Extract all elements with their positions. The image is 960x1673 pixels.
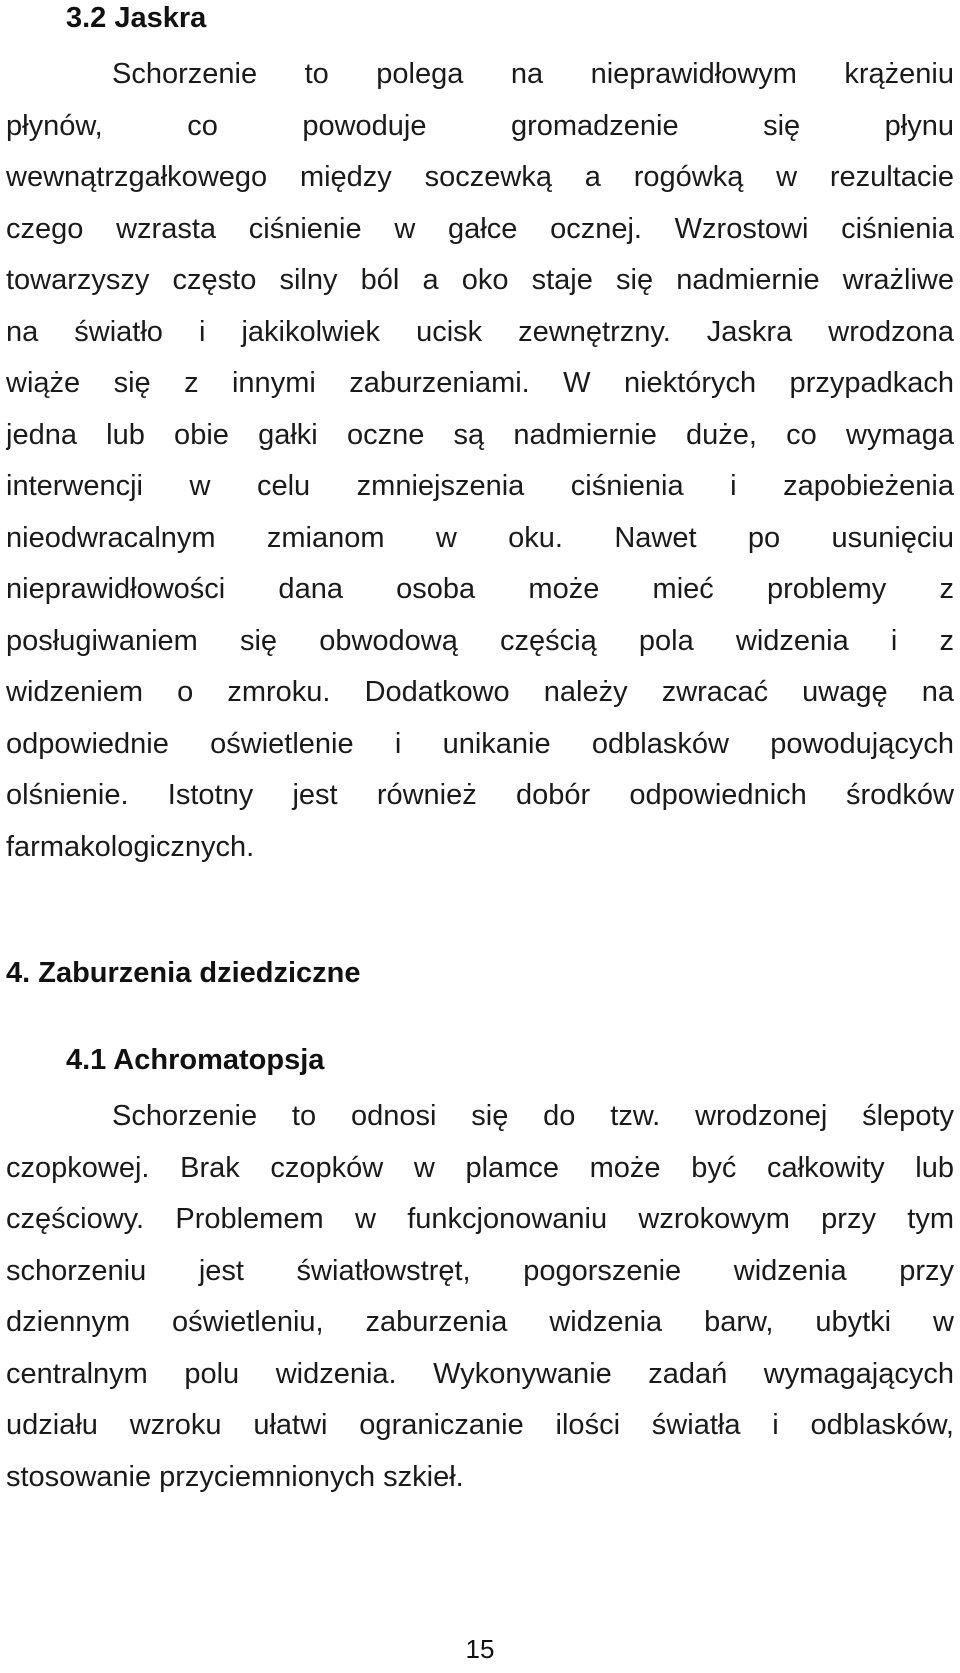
section-heading-4: 4. Zaburzenia dziedziczne xyxy=(6,957,361,989)
text-line: częściowy. Problemem w funkcjonowaniu wzrokowym przy tym xyxy=(6,1203,954,1235)
text-line: posługiwaniem się obwodową częścią pola widzenia i z xyxy=(6,624,954,657)
section-heading-3-2: 3.2 Jaskra xyxy=(66,2,207,34)
paragraph-jaskra xyxy=(6,49,954,873)
text-line: jedna lub obie gałki oczne są nadmiernie duże, co wymaga xyxy=(6,418,954,451)
text-line: czopkowej. Brak czopków w plamce może być całkowity lub xyxy=(6,1151,954,1184)
text-line: centralnym polu widzenia. Wykonywanie zadań wymagających xyxy=(6,1357,954,1390)
text-line: dziennym oświetleniu, zaburzenia widzenia barw, ubytki w xyxy=(6,1306,954,1338)
text-line: płynów, co powoduje gromadzenie się płynu xyxy=(6,109,954,142)
text-line: interwencji w celu zmniejszenia ciśnienia i zapobieżenia xyxy=(6,470,954,502)
text-line: czego wzrasta ciśnienie w gałce ocznej. Wzrostowi ciśnienia xyxy=(6,212,954,245)
text-line: wiąże się z innymi zaburzeniami. W niektórych przypadkach xyxy=(6,367,954,399)
section-heading-4-1: 4.1 Achromatopsja xyxy=(66,1044,325,1076)
text-line: olśnienie. Istotny jest również dobór odpowiednich środków xyxy=(6,779,954,811)
text-line: odpowiednie oświetlenie i unikanie odblasków powodujących xyxy=(6,727,954,760)
text-line: farmakologicznych. xyxy=(6,830,255,863)
text-line: Schorzenie to polega na nieprawidłowym krążeniu xyxy=(112,58,954,90)
text-line: nieodwracalnym zmianom w oku. Nawet po usunięciu xyxy=(6,521,954,554)
text-line: towarzyszy często silny ból a oko staje się nadmiernie wrażliwe xyxy=(6,264,954,296)
paragraph-achromatopsja xyxy=(6,1091,954,1503)
text-line: stosowanie przyciemnionych szkieł. xyxy=(6,1460,464,1493)
text-line: schorzeniu jest światłowstręt, pogorszenie widzenia przy xyxy=(6,1254,954,1287)
text-line: widzeniem o zmroku. Dodatkowo należy zwracać uwagę na xyxy=(6,676,954,708)
text-line: na światło i jakikolwiek ucisk zewnętrzny. Jaskra wrodzona xyxy=(6,315,954,348)
text-line: Schorzenie to odnosi się do tzw. wrodzonej ślepoty xyxy=(112,1100,954,1132)
text-line: wewnątrzgałkowego między soczewką a rogówką w rezultacie xyxy=(6,161,954,193)
text-line: nieprawidłowości dana osoba może mieć problemy z xyxy=(6,573,954,605)
page-number: 15 xyxy=(465,1634,495,1664)
text-line: udziału wzroku ułatwi ograniczanie ilości światła i odblasków, xyxy=(6,1409,954,1441)
